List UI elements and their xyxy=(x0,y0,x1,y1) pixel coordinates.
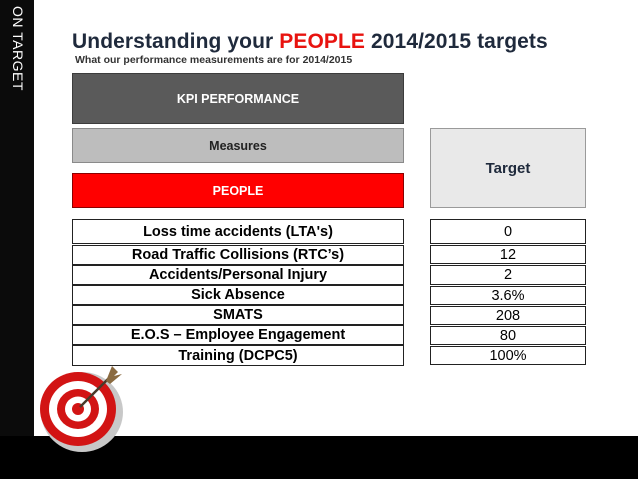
target-row-value: 208 xyxy=(430,306,586,325)
target-header: Target xyxy=(430,128,586,208)
page-title xyxy=(72,30,548,54)
target-row-value: 80 xyxy=(430,326,586,345)
target-row-value: 3.6% xyxy=(430,286,586,305)
sidebar xyxy=(0,0,34,479)
measure-row-label: Loss time accidents (LTA's) xyxy=(72,219,404,244)
measure-row-label: Training (DCPC5) xyxy=(72,345,404,366)
title-highlight: PEOPLE xyxy=(279,30,366,53)
target-row-value: 0 xyxy=(430,219,586,244)
measure-row-label: SMATS xyxy=(72,305,404,325)
target-row-value: 2 xyxy=(430,265,586,285)
target-row-value: 12 xyxy=(430,245,586,264)
title-prefix: Understanding your xyxy=(72,30,280,53)
sidebar-label: ON TARGET xyxy=(10,6,26,91)
target-row-value: 100% xyxy=(430,346,586,365)
measures-header: Measures xyxy=(72,128,404,163)
kpi-performance-header: KPI PERFORMANCE xyxy=(72,73,404,124)
measure-row-label: Accidents/Personal Injury xyxy=(72,265,404,285)
measure-row-label: Sick Absence xyxy=(72,285,404,305)
people-category-header: PEOPLE xyxy=(72,173,404,208)
page-subtitle: What our performance measurements are for 2014/2015 xyxy=(75,54,353,66)
measure-row-label: Road Traffic Collisions (RTC’s) xyxy=(72,245,404,265)
title-suffix: 2014/2015 targets xyxy=(365,30,548,53)
dartboard-icon xyxy=(40,360,140,456)
measure-row-label: E.O.S – Employee Engagement xyxy=(72,325,404,345)
